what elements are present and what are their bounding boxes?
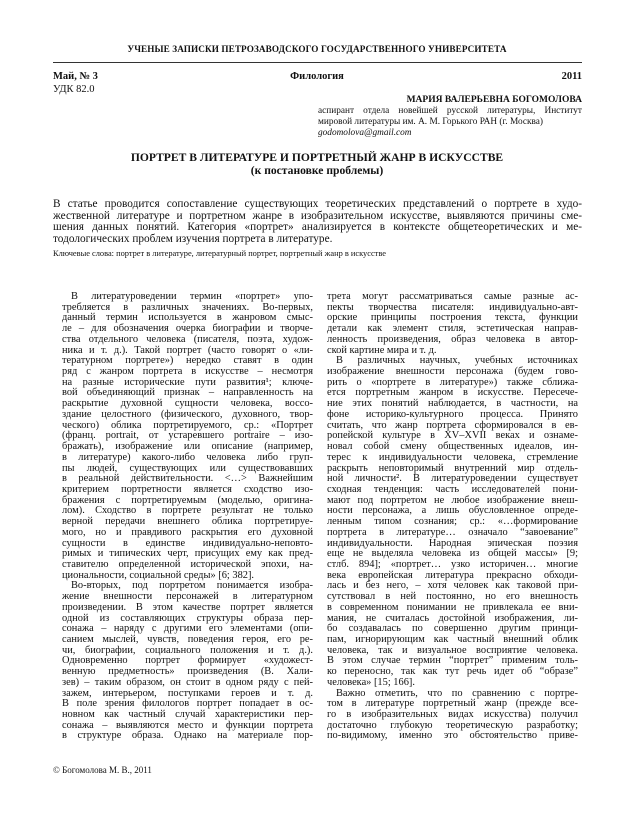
- paragraph: [327, 356, 578, 688]
- text-line: орские принципы построения текста, функции: [327, 312, 578, 324]
- text-line: мого, но и правдивого раскрытия его духовной: [62, 526, 313, 538]
- text-line: ется портретным жанром в искусстве. Пересече-: [327, 387, 578, 399]
- text-line: одной из составляющих структуры образа пер-: [62, 612, 313, 624]
- text-line: лом). Сходство в портрете результат не только: [62, 505, 313, 517]
- text-line: ко переносно, так как тут речь идет об “образе”: [327, 666, 578, 678]
- text-line: детали как элемент стиля, эстетическая направ-: [327, 323, 578, 335]
- section-label: Филология: [290, 71, 344, 82]
- text-line: В литературоведении термин «портрет» упо-: [71, 291, 313, 302]
- text-line: зажем, интерьером, поступками героев и т. д.: [62, 687, 313, 699]
- abstract-line: жественной литературе и портретном жанре в изобразительном искусстве, выявляются причины сме-: [53, 209, 582, 222]
- udk-code: УДК 82.0: [53, 84, 95, 95]
- article-title-block: [0, 152, 634, 177]
- text-line: критерием портретности является сходство изо-: [62, 483, 313, 495]
- text-line: ной личности². В литературоведении существует: [327, 473, 578, 485]
- text-line: еще не выделяла человека из общей массы» [9;: [327, 548, 578, 560]
- text-line: Одновременно портрет формирует «художест-: [62, 655, 313, 667]
- text-line: в структуре образа. Однако на материале пор-: [62, 730, 313, 742]
- text-line: на разные исторические пути развития¹; ключе-: [62, 376, 313, 388]
- text-line: сущности в единстве индивидуально-неповто-: [62, 537, 313, 549]
- text-line: в современном понимании не привлекала ее вни-: [327, 601, 578, 613]
- text-line: венную предметность» произведения (В. Хали-: [62, 666, 313, 678]
- text-line: ние этих понятий наблюдается, в частности, на: [327, 398, 578, 410]
- text-line: раскрытие духовной сущности человека, воссо-: [62, 398, 313, 410]
- text-line: достаточно глубокую теоретическую разработку;: [327, 719, 578, 731]
- text-line: санием мыслей, чувств, поведения героя, его ре-: [62, 634, 313, 645]
- text-line: ства отдельного человека (писателя, поэта, худож-: [62, 333, 313, 345]
- text-line: том в литературе портретный жанр (прежде все-: [327, 698, 578, 710]
- header-rule: [53, 62, 582, 63]
- text-line: трета могут рассматриваться самые разные ас-: [327, 291, 578, 302]
- text-line: (франц. portrait, от устаревшего portraire – изо-: [62, 430, 313, 442]
- text-line: человека, так и визуальное восприятие человека.: [327, 644, 578, 656]
- text-line: мают под портретом не любое изображение внеш-: [327, 494, 578, 506]
- text-line: по-видимому, именно это обстоятельство приве-: [327, 730, 578, 742]
- text-line: новал собой смену общественных идеалов, ин-: [327, 441, 578, 453]
- text-line: в литературе) какого-либо человека либо груп-: [62, 451, 313, 463]
- abstract-line: шения данных понятий. Категория «портрет» анализируется в контексте общетеоретических и ме-: [53, 221, 582, 234]
- text-line: требляется в различных значениях. Во-первых,: [62, 301, 313, 313]
- text-line: индивидуальности. Народная эпическая поэзия: [327, 537, 578, 549]
- text-line: лась и без него, – хотя человек как таковой при-: [327, 580, 578, 592]
- abstract-line: В статье проводится сопоставление существующих теоретических представлений о портрете в худо-: [53, 198, 582, 210]
- text-line: терес к индивидуальности человека, стремление: [327, 451, 578, 463]
- text-line: сонажа – наряду с другими его элементами (опи-: [62, 623, 313, 635]
- text-line: ряд с жанром портрета в искусстве – несмотря: [62, 366, 313, 378]
- text-line: ности персонажа, а лишь обусловленное опреде-: [327, 505, 578, 517]
- text-line: ника и т. д.). Такой портрет (часто говорят о «ли-: [62, 344, 313, 356]
- text-line: бражать), изображение или описание (например,: [62, 441, 313, 453]
- text-line: римых и типических черт, присущих ему как пред-: [62, 548, 313, 560]
- text-line: чи, биографии, социального положения и т. д.).: [62, 644, 313, 656]
- text-line: Важно отметить, что по сравнению с портре-: [336, 687, 578, 699]
- affiliation-line: аспирант отдела новейшей русской литературы, Институт: [318, 106, 582, 116]
- affiliation-line: мировой литературы им. А. М. Горького РАН (г. Москва): [318, 117, 543, 127]
- text-line: В этом случае термин “портрет” применим толь-: [327, 655, 578, 667]
- text-line: ленным типом сознания; ср.: «…формирование: [327, 516, 578, 528]
- text-line: циональности, социальной среды» [6; 382].: [62, 569, 255, 581]
- text-line: сходная тенденция: часть исследователей пони-: [327, 483, 578, 495]
- text-line: мания, не считалась достойной изображения, ли-: [327, 612, 578, 624]
- author-name: МАРИЯ ВАЛЕРЬЕВНА БОГОМОЛОВА: [406, 95, 582, 105]
- article-subtitle: (к постановке проблемы): [250, 163, 384, 177]
- text-line: века европейская литература прекрасно обходи-: [327, 569, 578, 581]
- text-line: ставителю определенной исторической эпохи, на-: [62, 558, 313, 570]
- text-line: пам, игнорирующим как частный внешний облик: [327, 634, 578, 645]
- text-line: сонажа – выявляются место и функции портрета: [62, 719, 313, 731]
- article-title: ПОРТРЕТ В ЛИТЕРАТУРЕ И ПОРТРЕТНЫЙ ЖАНР В ИСКУССТВЕ: [130, 151, 504, 164]
- keywords: Ключевые слова: портрет в литературе, литературный портрет, портретный жанр в искусстве: [53, 249, 386, 258]
- text-line: человека» [15; 166].: [327, 676, 415, 688]
- text-line: тературном портрете») нередко ставят в один: [62, 355, 313, 367]
- text-line: сутствовал в ней постоянно, но его внешность: [327, 591, 578, 603]
- author-affiliation: [318, 106, 582, 139]
- text-line: го в изобразительных видах искусства) получил: [327, 709, 578, 721]
- text-line: жение внешности персонажей в литературном: [62, 591, 313, 603]
- text-line: изображение внешности персонажа (будем гово-: [327, 366, 578, 378]
- paragraph: [62, 292, 313, 581]
- issue-label: Май, № 3: [53, 71, 98, 82]
- journal-title: УЧЕНЫЕ ЗАПИСКИ ПЕТРОЗАВОДСКОГО ГОСУДАРСТВЕННОГО УНИВЕРСИТЕТА: [127, 44, 507, 54]
- copyright: © Богомолова М. В., 2011: [53, 765, 152, 775]
- text-line: В поле зрения филологов портрет попадает в ос-: [62, 698, 313, 710]
- text-line: ленность произведения, образ человека в автор-: [327, 333, 578, 345]
- year-label: 2011: [561, 71, 582, 82]
- text-line: В различных научных, учебных источниках: [336, 355, 578, 367]
- text-line: рить о «портрете в литературе») также сближа-: [327, 376, 578, 388]
- body-column-left: [62, 292, 313, 742]
- text-line: фоне историко-культурного процесса. Принято: [327, 408, 578, 420]
- text-line: ле – для обозначения очерка биографии и творче-: [62, 323, 313, 335]
- text-line: считать, что жанр портрета сформировался в ев-: [327, 419, 578, 431]
- text-line: бо создавалась по совершенно другим принци-: [327, 623, 578, 635]
- text-line: пекты творчества писателя: индивидуально-авт-: [327, 301, 578, 313]
- text-line: произведении. В этом качестве портрет является: [62, 601, 313, 613]
- text-line: в реальной действительности. <…> Важнейшим: [62, 473, 313, 485]
- text-line: пы людей, существующих или существовавших: [62, 462, 313, 474]
- paragraph: [327, 292, 578, 356]
- paragraph: [62, 581, 313, 742]
- text-line: раскрыть неповторимый внутренний мир отдель-: [327, 462, 578, 474]
- text-line: зев) – таким образом, он стоит в одном ряду с пей-: [62, 676, 313, 688]
- text-line: здание целостного (физического, духовного, твор-: [62, 408, 313, 420]
- abstract-line: тодологических проблем изучения портрета в литературе.: [53, 232, 333, 245]
- text-line: ческого) облика портретируемого, ср.: «Портрет: [62, 419, 313, 431]
- text-line: верной передачи внешнего облика портретируе-: [62, 516, 313, 528]
- text-line: ропейской культуре в XV–XVII веках и ознаме-: [327, 430, 578, 442]
- text-line: новном как частный случай характеристики пер-: [62, 709, 313, 721]
- text-line: бражения с портретируемым (моделью, оригина-: [62, 494, 313, 506]
- text-line: данный термин используется в жанровом смыс-: [62, 312, 313, 324]
- text-line: Во-вторых, под портретом понимается изобра-: [71, 580, 313, 592]
- body-column-right: [327, 292, 578, 742]
- text-line: стлб. 894]; «портрет… узко историчен… многие: [327, 558, 578, 570]
- text-line: ской картине мира и т. д.: [327, 344, 437, 356]
- paragraph: [327, 689, 578, 743]
- abstract: [53, 199, 582, 245]
- text-line: вой объединяющий признак – направленность на: [62, 387, 313, 399]
- text-line: портрета в литературе… означало “завоевание”: [327, 526, 578, 538]
- author-email: godomolova@gmail.com: [318, 128, 412, 138]
